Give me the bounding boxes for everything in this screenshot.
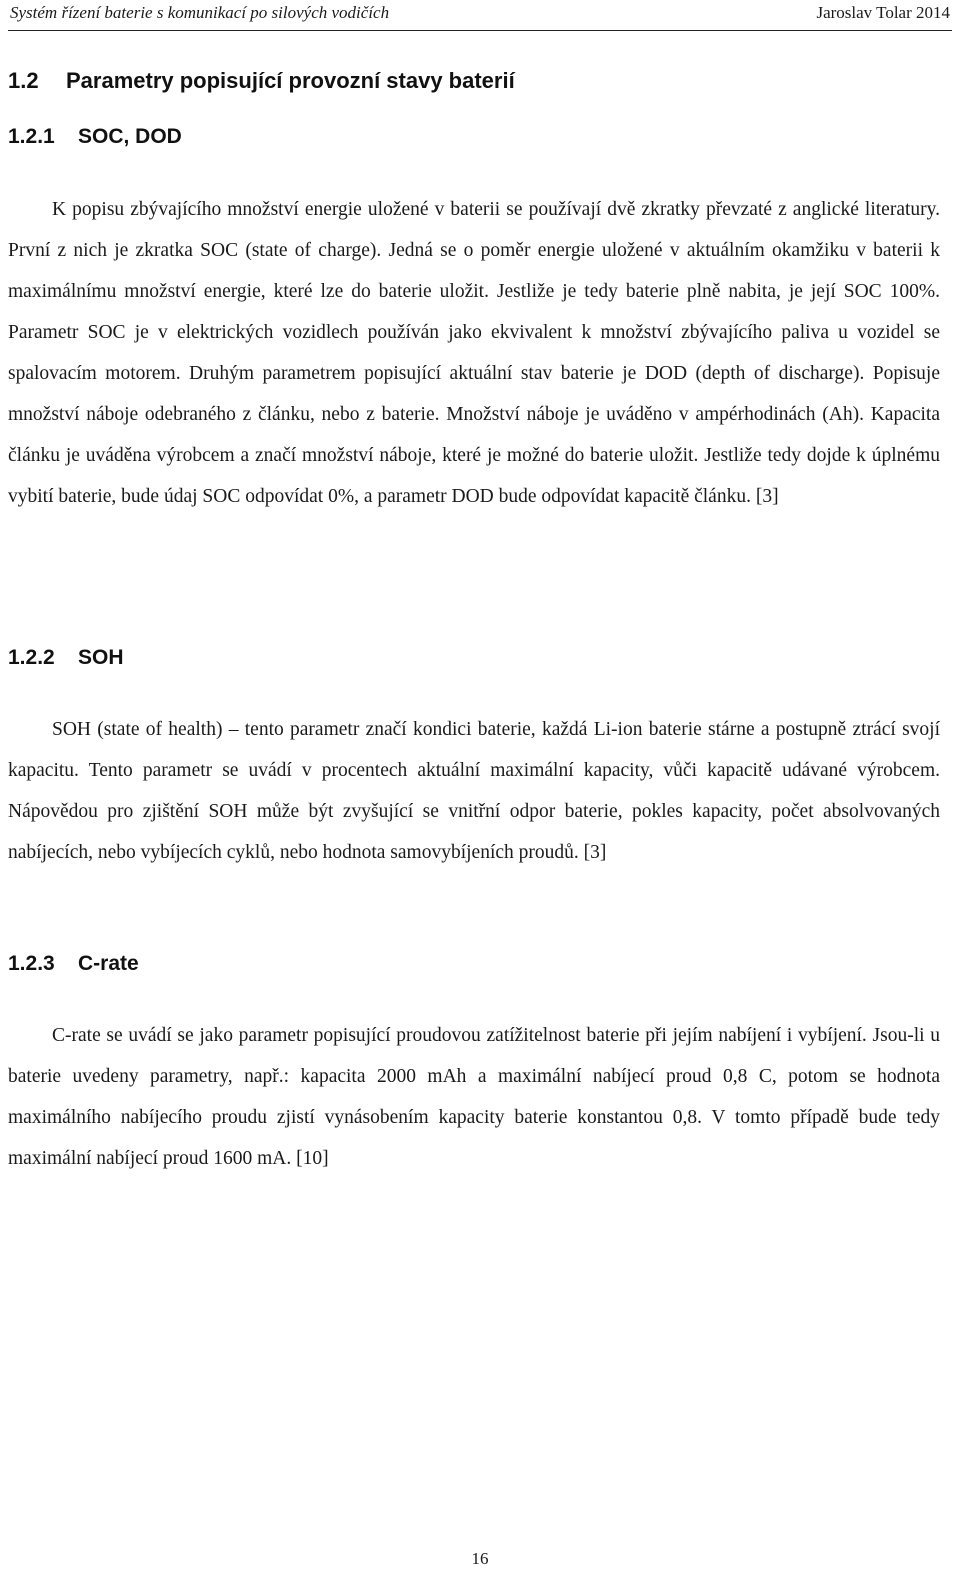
- subsection-heading-soc-dod: [8, 125, 182, 149]
- subsection-heading-c-rate: [8, 952, 139, 976]
- subsection-title: SOC, DOD: [78, 125, 182, 148]
- subsection-title: C-rate: [78, 952, 139, 975]
- section-title: Parametry popisující provozní stavy baterií: [66, 68, 515, 93]
- subsection-title: SOH: [78, 646, 124, 669]
- subsection-number: 1.2.1: [8, 125, 55, 148]
- header-author-year: Jaroslav Tolar 2014: [816, 3, 950, 22]
- subsection-number: 1.2.3: [8, 952, 55, 975]
- section-number: 1.2: [8, 68, 39, 93]
- header-document-title: Systém řízení baterie s komunikací po silových vodičích: [10, 3, 390, 22]
- paragraph-soh: SOH (state of health) – tento parametr značí kondici baterie, každá Li-ion baterie stárne a postupně ztrácí svojí kapacitu. Tento parametr se uvádí v procentech aktuální maximální kapacity, vůči kapacitě udávané výrobcem. Nápovědou pro zjištění SOH může být zvyšující se vnitřní odpor baterie, pokles kapacity, počet absolvovaných nabíjecích, nebo vybíjecích cyklů, nebo hodnota samovybíjeních proudů. [3]: [8, 719, 940, 863]
- subsection-heading-soh: [8, 646, 124, 670]
- paragraph-soc-dod: K popisu zbývajícího množství energie uložené v baterii se používají dvě zkratky převzaté z anglické literatury. První z nich je zkratka SOC (state of charge). Jedná se o poměr energie uložené v aktuálním okamžiku v baterii k maximálnímu množství energie, které lze do baterie uložit. Jestliže je tedy baterie plně nabita, je její SOC 100%. Parametr SOC je v elektrických vozidlech používán jako ekvivalent k množství zbývajícího paliva u vozidel se spalovacím motorem. Druhým parametrem popisující aktuální stav baterie je DOD (depth of discharge). Popisuje množství náboje odebraného z článku, nebo z baterie. Množství náboje je uváděno v ampérhodinách (Ah). Kapacita článku je uváděna výrobcem a značí množství náboje, které je možné do baterie uložit. Jestliže tedy dojde k úplnému vybití baterie, bude údaj SOC odpovídat 0%, a parametr DOD bude odpovídat kapacitě článku. [3]: [8, 199, 940, 507]
- page-header: [8, 0, 952, 31]
- subsection-number: 1.2.2: [8, 646, 55, 669]
- paragraph-c-rate: C-rate se uvádí se jako parametr popisující proudovou zatížitelnost baterie při jejím nabíjení i vybíjení. Jsou-li u baterie uvedeny parametry, např.: kapacita 2000 mAh a maximální nabíjecí proud 0,8 C, potom se hodnota maximálního nabíjecího proudu zjistí vynásobením kapacity baterie konstantou 0,8. V tomto případě bude tedy maximální nabíjecí proud 1600 mA. [10]: [8, 1025, 940, 1169]
- page-number: 16: [471, 1549, 489, 1568]
- section-heading: [8, 68, 515, 94]
